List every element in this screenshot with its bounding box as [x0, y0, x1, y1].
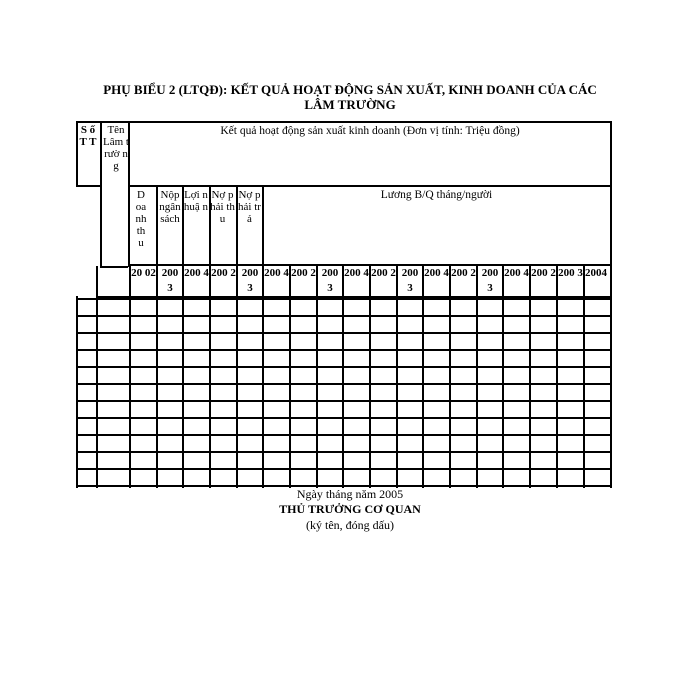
year-cell: 200 2 [211, 267, 236, 279]
title-line-1: PHỤ BIỂU 2 (LTQĐ): KẾT QUẢ HOẠT ĐỘNG SẢN XUẤT, KINH DOANH CỦA CÁC [103, 82, 597, 97]
header-no-phai-tra: Nợ phải trả [238, 189, 261, 225]
year-cell: 200 3 [481, 267, 499, 294]
header-nop-ngan-sach: Nộp ngân sách [159, 189, 181, 225]
year-cell: 20 02 [131, 267, 156, 279]
year-cell: 200 2 [291, 267, 316, 279]
table-top-border [76, 121, 612, 123]
body-row-line [76, 298, 612, 300]
body-row-line [76, 468, 612, 470]
header-stt: S ố T T [79, 124, 97, 148]
year-cell: 2004 [585, 267, 607, 279]
year-cell: 200 2 [451, 267, 476, 279]
body-row-line [76, 315, 612, 317]
body-row-line [76, 400, 612, 402]
year-cell: 200 3 [241, 267, 259, 294]
year-cell: 200 4 [504, 267, 529, 279]
header-no-phai-thu: Nợ phải thu [210, 189, 235, 225]
year-cell: 200 4 [184, 267, 209, 279]
year-cell: 200 4 [344, 267, 369, 279]
footer-signer: THỦ TRƯỞNG CƠ QUAN [279, 502, 421, 516]
body-row-line [76, 366, 612, 368]
document-title [76, 82, 624, 112]
footer-date: Ngày tháng năm 2005 [296, 487, 404, 501]
year-cell: 200 3 [161, 267, 179, 294]
header-luong: Lương B/Q tháng/người [380, 189, 493, 201]
title-line-2: LÂM TRƯỜNG [304, 97, 396, 112]
body-row-line [76, 383, 612, 385]
footer-note: (ký tên, đóng dấu) [306, 518, 394, 532]
year-cell: 200 2 [371, 267, 396, 279]
stt-bottom-border [76, 185, 102, 187]
year-cell: 200 3 [321, 267, 339, 294]
name-col-bottom [100, 266, 128, 268]
body-row-line [76, 417, 612, 419]
body-row-line [76, 332, 612, 334]
year-cell: 200 4 [424, 267, 449, 279]
group-header-divider [129, 185, 612, 187]
name-col-left [100, 121, 102, 267]
year-cell: 200 2 [531, 267, 556, 279]
header-doanh-thu: D oa nh th u [135, 189, 147, 249]
table-left-border-body [76, 296, 78, 488]
body-row-line [76, 349, 612, 351]
year-cell: 200 3 [558, 267, 583, 279]
body-row-line [76, 434, 612, 436]
header-ten-lam-truong: Tên Lâm trườ ng [103, 124, 129, 172]
body-row-line [76, 451, 612, 453]
year-cell: 200 3 [401, 267, 419, 294]
header-ket-qua: Kết quả hoạt động sản xuất kinh doanh (Đơn vị tính: Triệu đồng) [220, 125, 520, 137]
year-cell: 200 4 [264, 267, 289, 279]
header-loi-nhuan: Lợi nhuậ n [183, 189, 209, 213]
